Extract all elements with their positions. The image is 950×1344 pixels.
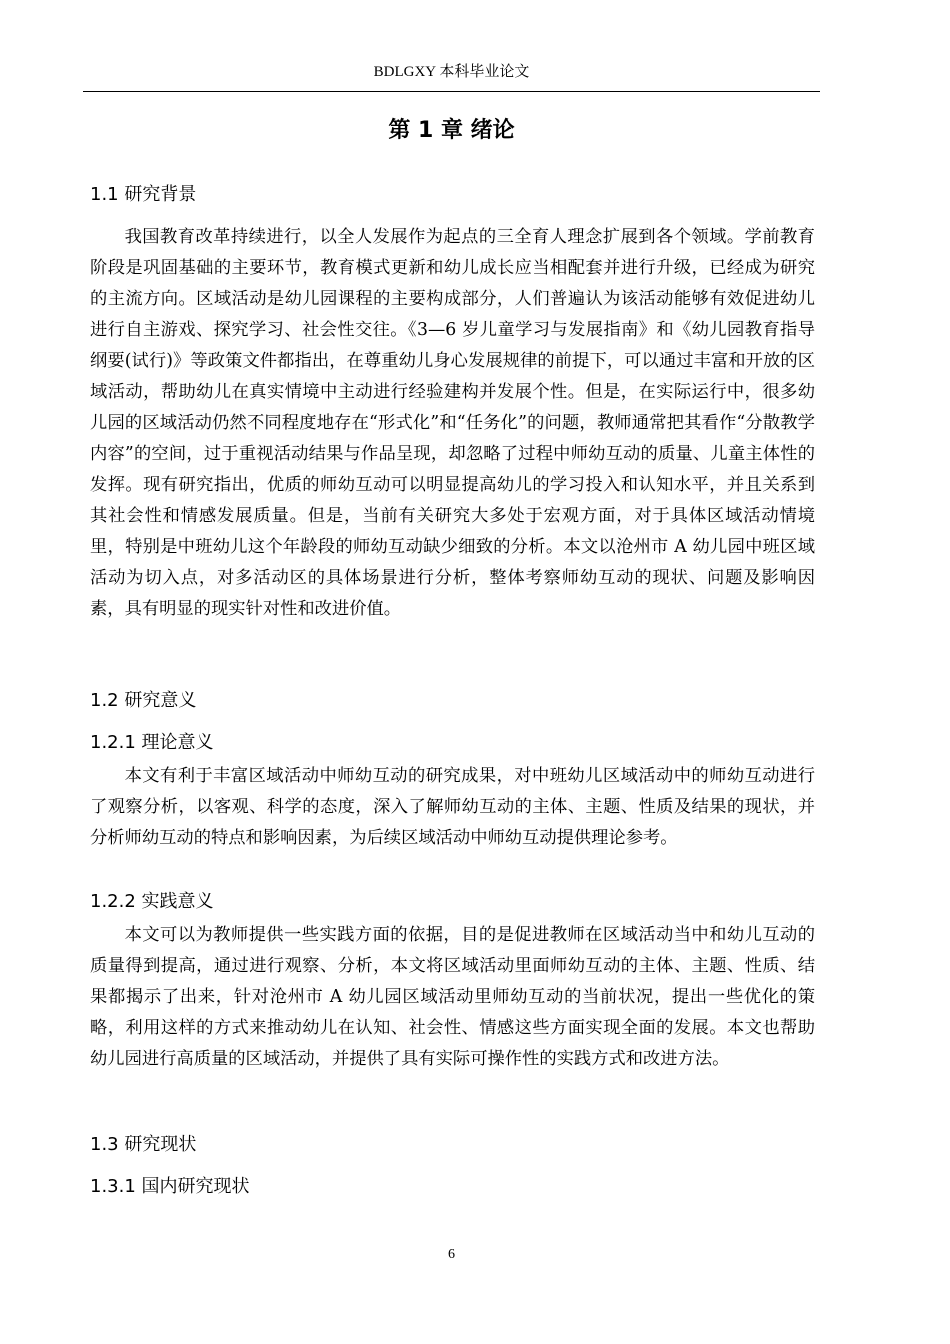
chapter-title: 第 1 章 绪论 [388, 118, 515, 143]
subsection-heading-1-3-1: 1.3.1 国内研究现状 [90, 1176, 250, 1197]
running-header: BDLGXY 本科毕业论文 [373, 64, 530, 80]
page-number: 6 [448, 1247, 455, 1262]
section-heading-1-1: 1.1 研究背景 [90, 184, 197, 205]
section-heading-1-2: 1.2 研究意义 [90, 690, 197, 711]
subsection-heading-1-2-1: 1.2.1 理论意义 [90, 732, 214, 753]
paragraph-practical-significance: 本文可以为教师提供一些实践方面的依据，目的是促进教师在区域活动当中和幼儿互动的质量得到提高，通过进行观察、分析，本文将区域活动里面师幼互动的主体、主题、性质、结果都揭示了出来，针对沧州市 A 幼儿园区域活动里师幼互动的当前状况，提出一些优化的策略，利用这样的方式来推动幼儿在认知、社会性、情感这些方面实现全面的发展。本文也帮助幼儿园进行高质量的区域活动，并提供了具有实际可操作性的实践方式和改进方法。 [90, 925, 815, 1069]
header-divider [83, 91, 820, 92]
paragraph-theoretical-significance: 本文有利于丰富区域活动中师幼互动的研究成果，对中班幼儿区域活动中的师幼互动进行了观察分析，以客观、科学的态度，深入了解师幼互动的主体、主题、性质及结果的现状，并分析师幼互动的特点和影响因素，为后续区域活动中师幼互动提供理论参考。 [90, 766, 815, 848]
subsection-heading-1-2-2: 1.2.2 实践意义 [90, 891, 214, 912]
section-heading-1-3: 1.3 研究现状 [90, 1134, 197, 1155]
paragraph-research-background: 我国教育改革持续进行，以全人发展作为起点的三全育人理念扩展到各个领域。学前教育阶段是巩固基础的主要环节，教育模式更新和幼儿成长应当相配套并进行升级，已经成为研究的主流方向。区域活动是幼儿园课程的主要构成部分，人们普遍认为该活动能够有效促进幼儿进行自主游戏、探究学习、社会性交往。《3—6 岁儿童学习与发展指南》和《幼儿园教育指导纲要(试行)》等政策文件都指出，在尊重幼儿身心发展规律的前提下，可以通过丰富和开放的区域活动，帮助幼儿在真实情境中主动进行经验建构并发展个性。但是，在实际运行中，很多幼儿园的区域活动仍然不同程度地存在“形式化”和“任务化”的问题，教师通常把其看作“分散教学内容”的空间，过于重视活动结果与作品呈现，却忽略了过程中师幼互动的质量、儿童主体性的发挥。现有研究指出，优质的师幼互动可以明显提高幼儿的学习投入和认知水平，并且关系到其社会性和情感发展质量。但是，当前有关研究大多处于宏观方面，对于具体区域活动情境里，特别是中班幼儿这个年龄段的师幼互动缺少细致的分析。本文以沧州市 A 幼儿园中班区域活动为切入点，对多活动区的具体场景进行分析，整体考察师幼互动的现状、问题及影响因素，具有明显的现实针对性和改进价值。 [90, 227, 815, 619]
